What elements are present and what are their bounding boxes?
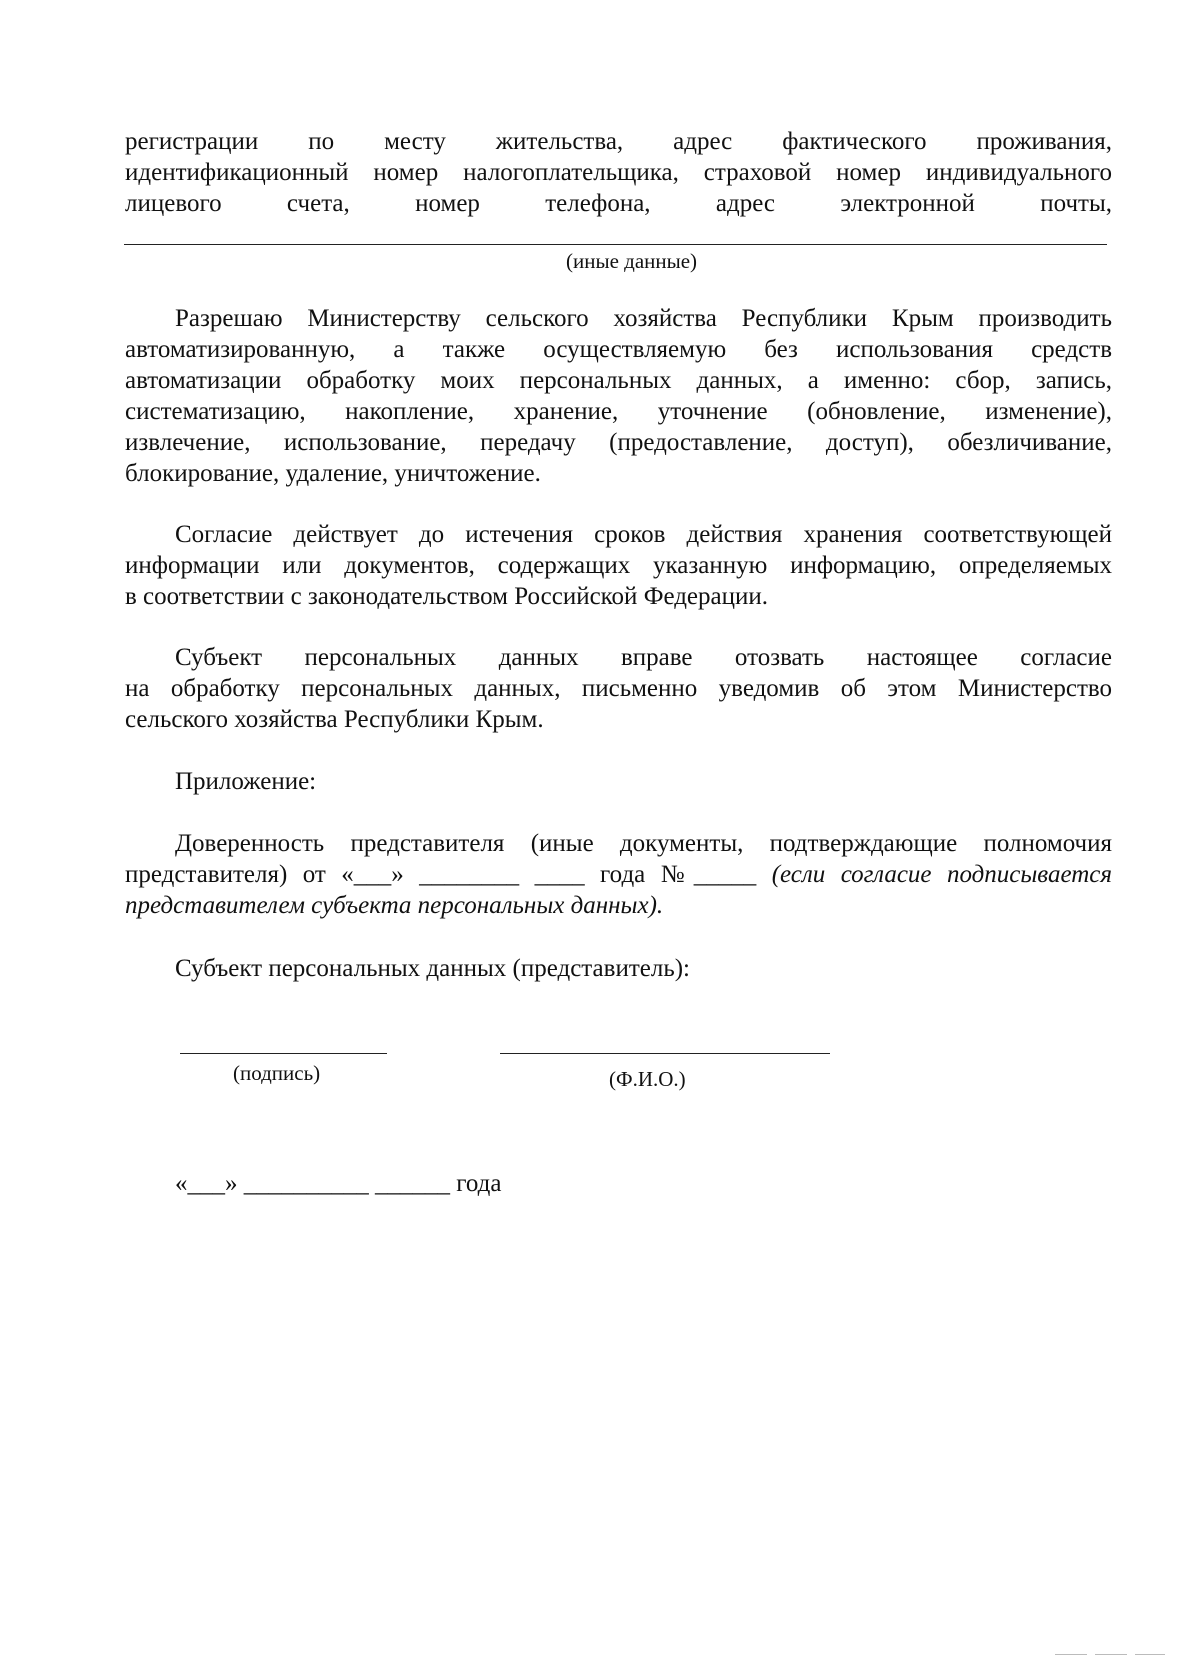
- poa-line-3-italic: представителем субъекта персональных данных).: [125, 892, 664, 919]
- signature-caption: (подпись): [233, 1061, 321, 1085]
- intro-line-1: регистрации по месту жительства, адрес фактического проживания,: [125, 128, 1112, 155]
- intro-paragraph: [125, 126, 1112, 219]
- scan-mark-1: [1055, 1654, 1087, 1655]
- poa-line-2-italic: (если согласие подписывается: [771, 861, 1113, 888]
- power-of-attorney-paragraph: [125, 828, 1112, 921]
- appendix-block: [125, 766, 1112, 797]
- appendix-label: Приложение:: [175, 768, 317, 795]
- permission-line-3: автоматизации обработку моих персональных данных, а именно: сбор, запись,: [125, 367, 1112, 394]
- scan-mark-3: [1135, 1654, 1165, 1655]
- date-block: [175, 1168, 775, 1199]
- permission-line-6: блокирование, удаление, уничтожение.: [125, 460, 541, 487]
- subject-signature-label: Субъект персональных данных (представитель):: [175, 955, 690, 982]
- other-data-fill-line[interactable]: [124, 244, 1107, 245]
- validity-line-3: в соответствии с законодательством Российской Федерации.: [125, 583, 769, 610]
- poa-line-1: Доверенность представителя (иные документы, подтверждающие полномочия: [175, 830, 1112, 857]
- subject-signature-block: [125, 953, 1112, 984]
- permission-paragraph: [125, 303, 1112, 489]
- revocation-line-2: на обработку персональных данных, письменно уведомив об этом Министерство: [125, 675, 1112, 702]
- revocation-line-1: Субъект персональных данных вправе отозвать настоящее согласие: [175, 644, 1112, 671]
- signature-fill-line[interactable]: [180, 1053, 387, 1054]
- validity-paragraph: [125, 519, 1112, 612]
- date-line[interactable]: «___» __________ ______ года: [175, 1170, 502, 1197]
- other-data-caption: (иные данные): [566, 249, 698, 273]
- intro-line-3: лицевого счета, номер телефона, адрес электронной почты,: [125, 190, 1112, 217]
- permission-line-4: систематизацию, накопление, хранение, уточнение (обновление, изменение),: [125, 398, 1112, 425]
- permission-line-5: извлечение, использование, передачу (предоставление, доступ), обезличивание,: [125, 429, 1112, 456]
- poa-line-2: [125, 859, 1112, 890]
- fio-fill-line[interactable]: [500, 1053, 830, 1054]
- permission-line-1: Разрешаю Министерству сельского хозяйства Республики Крым производить: [175, 305, 1112, 332]
- revocation-paragraph: [125, 642, 1112, 735]
- validity-line-1: Согласие действует до истечения сроков действия хранения соответствующей: [175, 521, 1112, 548]
- validity-line-2: информации или документов, содержащих указанную информацию, определяемых: [125, 552, 1112, 579]
- scan-mark-2: [1095, 1654, 1127, 1655]
- fio-caption: (Ф.И.О.): [609, 1067, 686, 1091]
- intro-line-2: идентификационный номер налогоплательщика, страховой номер индивидуального: [125, 159, 1112, 186]
- poa-line-2-plain: представителя) от «___» ________ ____ года №_____: [125, 861, 757, 888]
- revocation-line-3: сельского хозяйства Республики Крым.: [125, 706, 544, 733]
- permission-line-2: автоматизированную, а также осуществляемую без использования средств: [125, 336, 1112, 363]
